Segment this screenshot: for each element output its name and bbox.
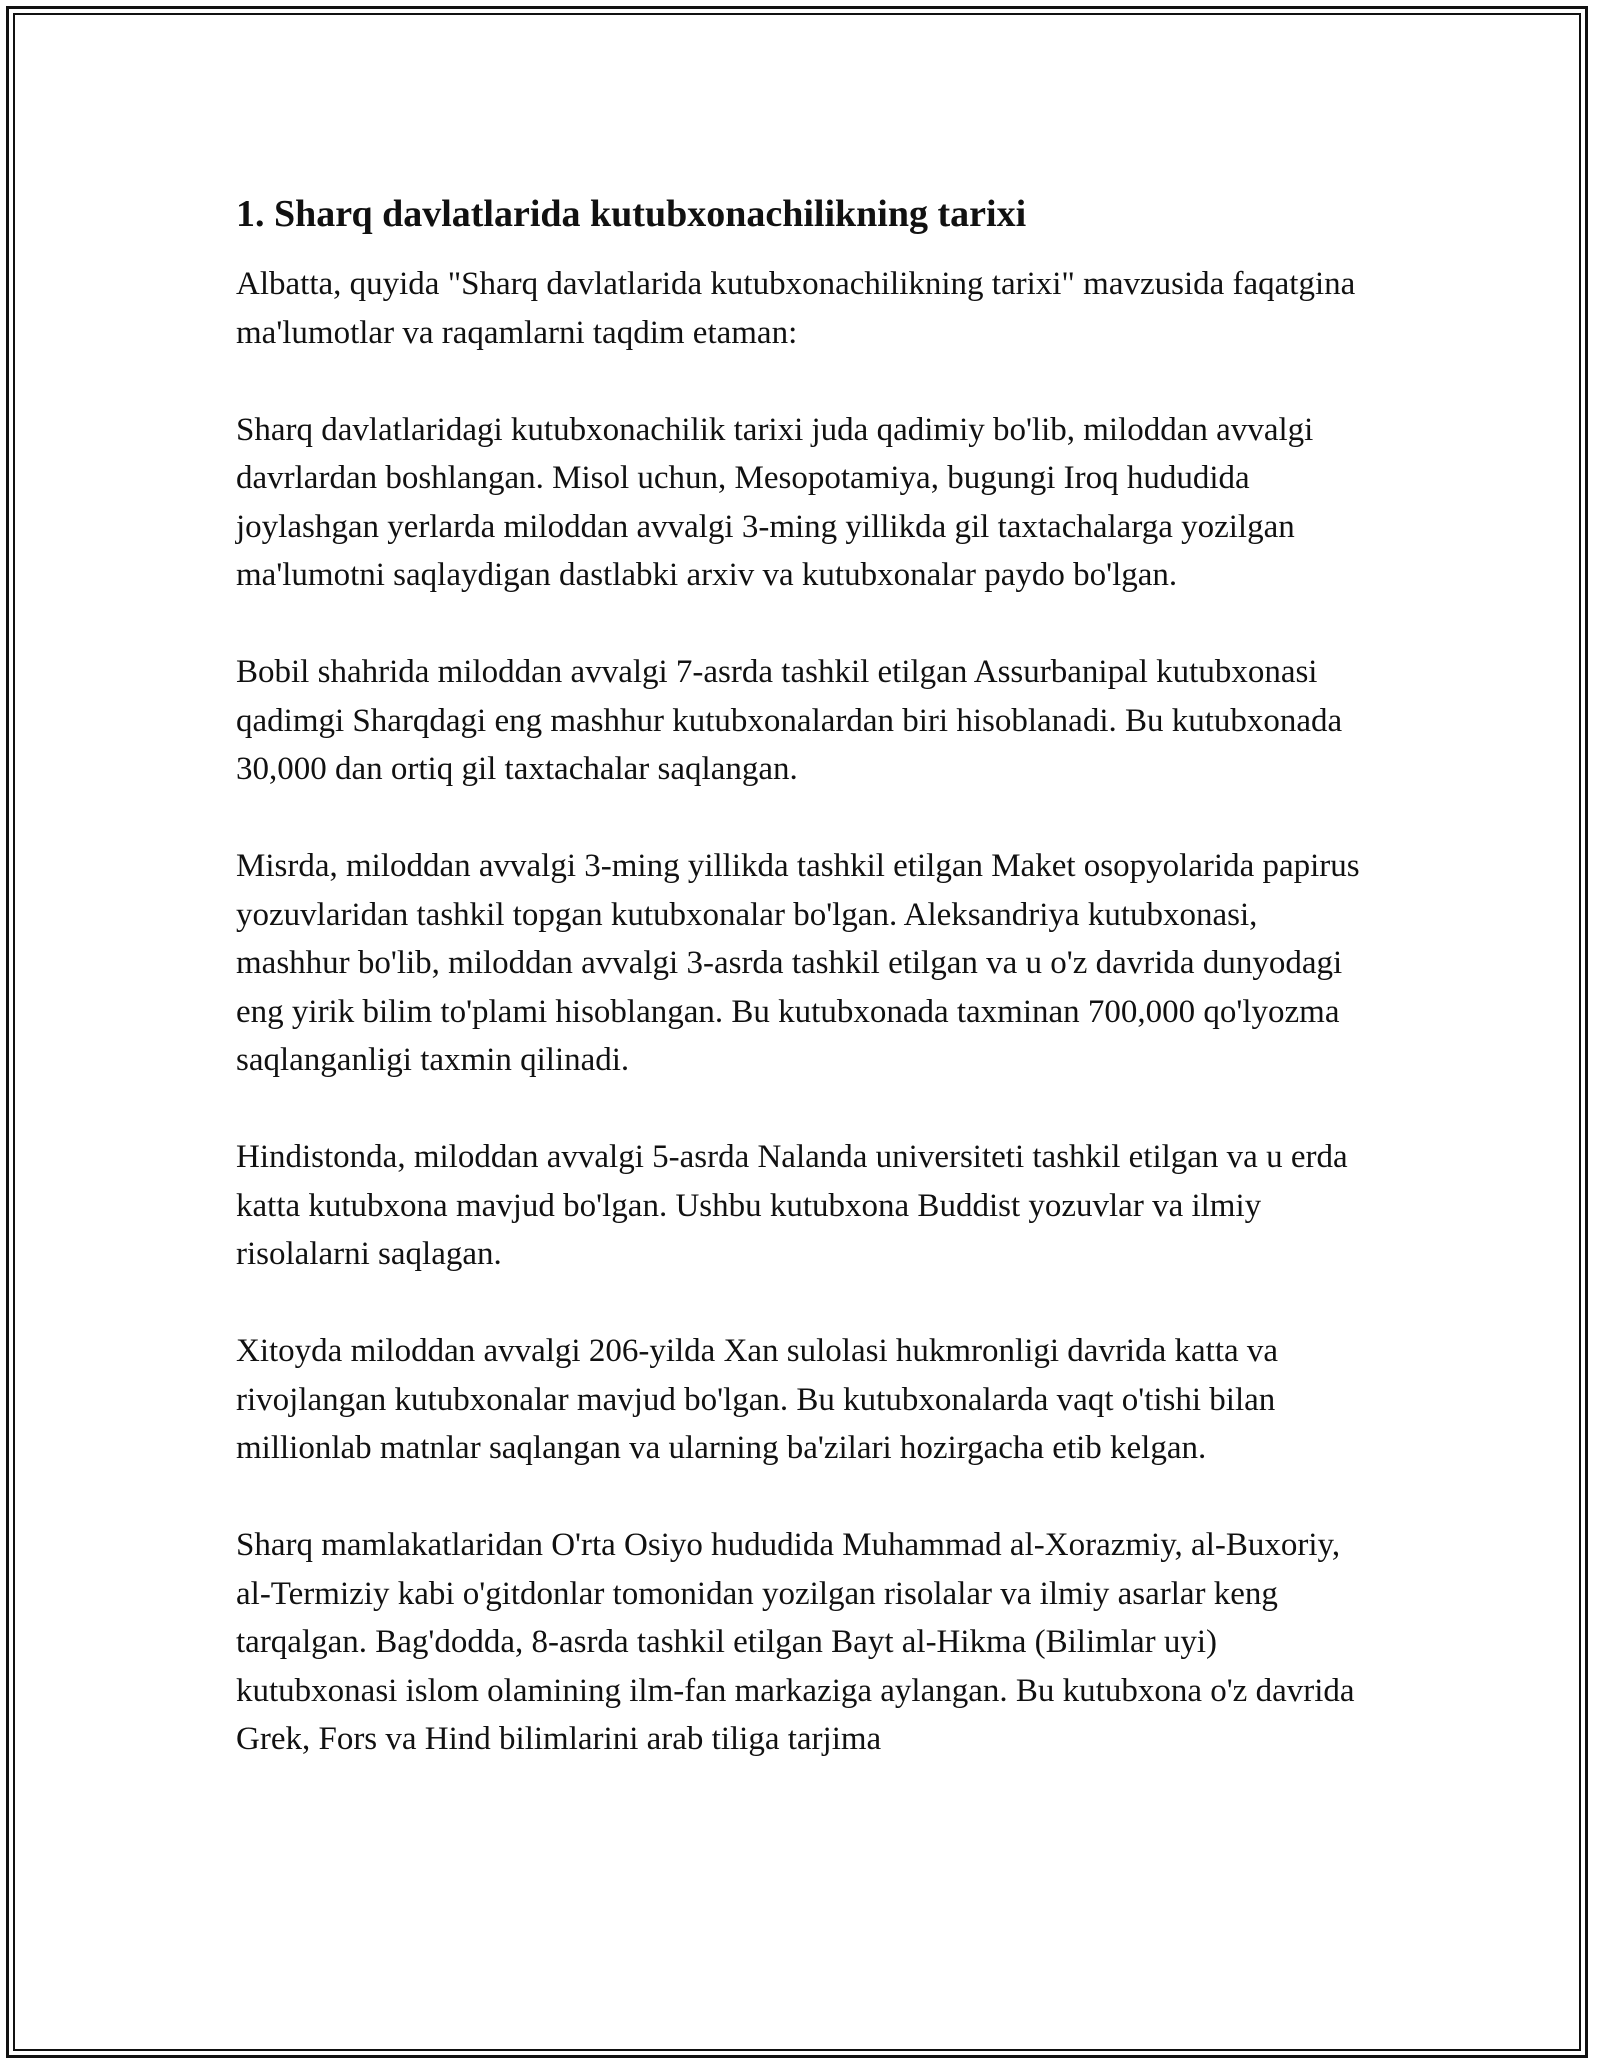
document-body (236, 188, 1366, 1812)
paragraph-india: Hindistonda, miloddan avvalgi 5-asrda Nalanda universiteti tashkil etilgan va u erda katta kutubxona mavjud bo'lgan. Ushbu kutubxona Buddist yozuvlar va ilmiy risolalarni saqlagan. (236, 1139, 1348, 1272)
paragraph-central-asia: Sharq mamlakatlaridan O'rta Osiyo hududida Muhammad al-Xorazmiy, al-Buxoriy, al-Termiziy kabi o'gitdonlar tomonidan yozilgan risolalar va ilmiy asarlar keng tarqalgan. Bag'dodda, 8-asrda tashkil etilgan Bayt al-Hikma (Bilimlar uyi) kutubxonasi islom olamining ilm-fan markaziga aylangan. Bu kutubxona o'z davrida Grek, Fors va Hind bilimlarini arab tiliga tarjima (236, 1527, 1355, 1757)
section-heading: 1. Sharq davlatlarida kutubxonachilikning tarixi (236, 193, 1027, 235)
paragraph-intro: Albatta, quyida "Sharq davlatlarida kutubxonachilikning tarixi" mavzusida faqatgina ma'lumotlar va raqamlarni taqdim etaman: (236, 266, 1356, 351)
paragraph-egypt: Misrda, miloddan avvalgi 3-ming yillikda tashkil etilgan Maket osopyolarida papirus yozuvlaridan tashkil topgan kutubxonalar bo'lgan. Aleksandriya kutubxonasi, mashhur bo'lib, miloddan avvalgi 3-asrda tashkil etilgan va u o'z davrida dunyodagi eng yirik bilim to'plami hisoblangan. Bu kutubxonada taxminan 700,000 qo'lyozma saqlanganligi taxmin qilinadi. (236, 848, 1360, 1078)
paragraph-mesopotamia: Sharq davlatlaridagi kutubxonachilik tarixi juda qadimiy bo'lib, miloddan avvalgi davrlardan boshlangan. Misol uchun, Mesopotamiya, bugungi Iroq hududida joylashgan yerlarda miloddan avvalgi 3-ming yillikda gil taxtachalarga yozilgan ma'lumotni saqlaydigan dastlabki arxiv va kutubxonalar paydo bo'lgan. (236, 411, 1314, 593)
paragraph-china: Xitoyda miloddan avvalgi 206-yilda Xan sulolasi hukmronligi davrida katta va rivojlangan kutubxonalar mavjud bo'lgan. Bu kutubxonalarda vaqt o'tishi bilan millionlab matnlar saqlangan va ularning ba'zilari hozirgacha etib kelgan. (236, 1333, 1279, 1466)
paragraph-babylon: Bobil shahrida miloddan avvalgi 7-asrda tashkil etilgan Assurbanipal kutubxonasi qadimgi Sharqdagi eng mashhur kutubxonalardan biri hisoblanadi. Bu kutubxonada 30,000 dan ortiq gil taxtachalar saqlangan. (236, 654, 1343, 787)
